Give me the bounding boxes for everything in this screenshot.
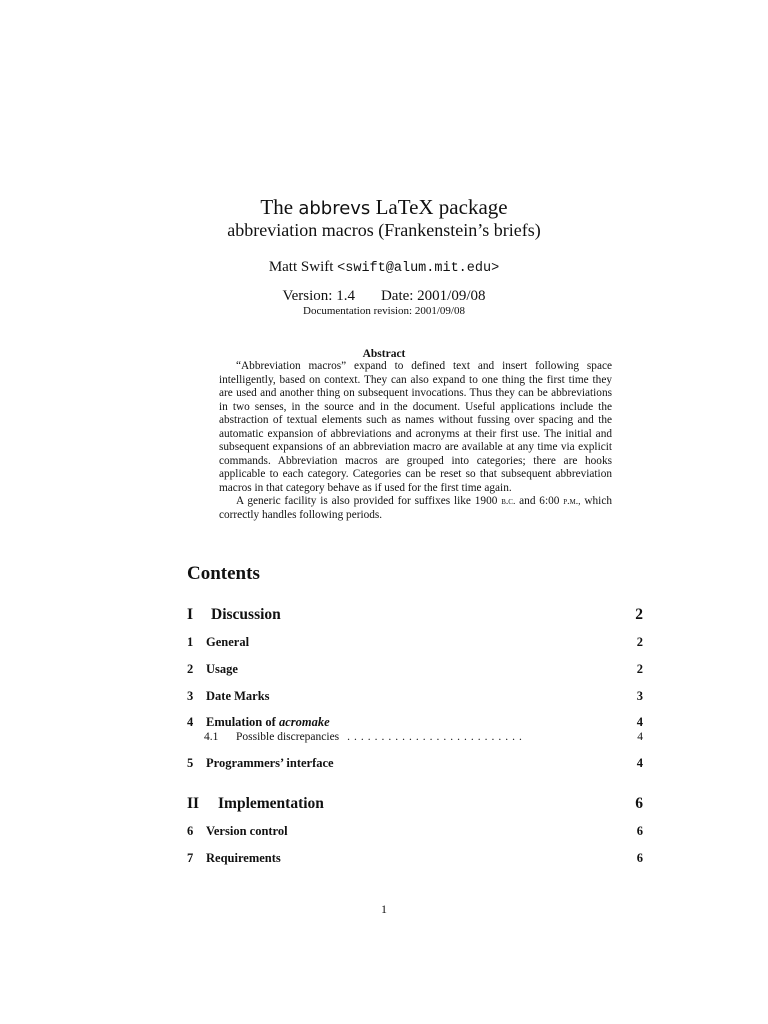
toc-subsection-discrepancies[interactable]: 4.1 Possible discrepancies .......................... 4 [204, 731, 643, 743]
abstract-heading: Abstract [362, 348, 406, 360]
toc-part-discussion[interactable]: I Discussion 2 [187, 606, 643, 623]
toc-section-version-control[interactable]: 6 Version control 6 [187, 824, 643, 838]
toc-section-general[interactable]: 1 General 2 [187, 635, 643, 649]
document-title [0, 195, 768, 220]
toc-section-programmers-interface[interactable]: 5 Programmers’ interface 4 [187, 756, 643, 770]
abstract-body [219, 360, 612, 522]
contents-heading: Contents [187, 563, 260, 584]
pm-abbrev: p.m., [563, 496, 581, 507]
toc-section-date-marks[interactable]: 3 Date Marks 3 [187, 689, 643, 703]
version-label: Version: 1.4 [282, 288, 355, 304]
author-line [0, 259, 768, 276]
version-line [0, 288, 768, 305]
title-prefix: The [260, 195, 294, 219]
date-label: Date: 2001/09/08 [380, 288, 486, 304]
package-name: abbrevs [298, 198, 371, 219]
abstract-paragraph-2: A generic facility is also provided for suffixes like 1900 b.c. and 6:00 p.m., which correctly handles following periods. [219, 495, 612, 521]
bc-abbrev: b.c. [501, 496, 516, 507]
acromake-name: acromake [278, 715, 330, 729]
author-email: <swift@alum.mit.edu> [337, 261, 500, 276]
author-name: Matt Swift [268, 259, 334, 275]
page-number: 1 [381, 902, 387, 916]
toc-part-implementation[interactable]: II Implementation 6 [187, 795, 643, 812]
abstract-paragraph-1: “Abbreviation macros” expand to defined text and insert following space intelligently, based on context. They can also expand to one thing the first time they are used and another thing on subsequent invocations. Thus they can be abbreviations in two senses, in the source and in the document. Useful applications include the abstraction of textual elements such as names without fussing over spacing and the automatic expansion of abbreviations and acronyms at their first use. The initial and subsequent expansions of an abbreviation macro are available at any time via explicit commands. Abbreviation macros are grouped into categories; there are hooks applicable to each category. Categories can be reset so that subsequent abbreviation macros in that category behave as if used for the first time again. [219, 360, 612, 494]
toc-section-usage[interactable]: 2 Usage 2 [187, 662, 643, 676]
toc-section-emulation[interactable]: 4 Emulation of acromake 4 [187, 715, 643, 729]
doc-revision: Documentation revision: 2001/09/08 [303, 305, 465, 317]
toc-section-requirements[interactable]: 7 Requirements 6 [187, 851, 643, 865]
title-suffix: LaTeX package [375, 195, 508, 219]
document-subtitle: abbreviation macros (Frankenstein’s briefs) [227, 220, 541, 240]
toc-leader-dots: .......................... [347, 731, 526, 743]
